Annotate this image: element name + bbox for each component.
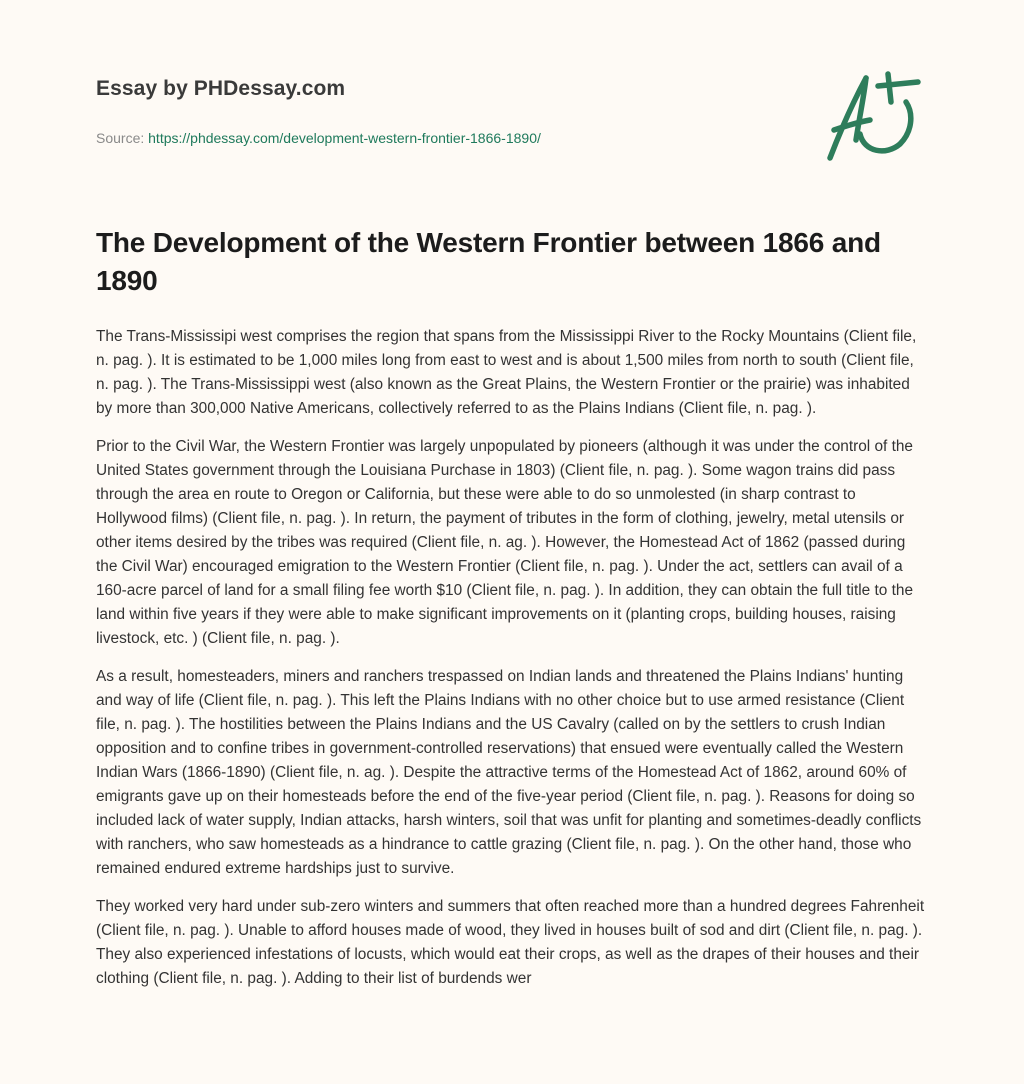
source-link[interactable]: https://phdessay.com/development-western-frontier-1866-1890/: [148, 130, 541, 146]
paragraph: They worked very hard under sub-zero winters and summers that often reached more than a hundred degrees Fahrenheit (Client file, n. pag. ). Unable to afford houses made of wood, they lived in houses built of sod and dirt (Client file, n. pag. ). They also experienced infestations of locusts, which would eat their crops, as well as the drapes of their houses and their clothing (Client file, n. pag. ). Adding to their list of burdends wer: [96, 898, 925, 987]
source-label: Source:: [96, 130, 149, 146]
essay-title: The Development of the Western Frontier between 1866 and 1890: [96, 227, 881, 296]
essay-body: [96, 325, 926, 1005]
paragraph: Prior to the Civil War, the Western Frontier was largely unpopulated by pioneers (although it was under the control of the United States government through the Louisiana Purchase in 1803) (Client file, n. pag. ). Some wagon trains did pass through the area en route to Oregon or California, but these were able to do so unmolested (in sharp contrast to Hollywood films) (Client file, n. pag. ). In return, the payment of tributes in the form of clothing, jewelry, metal utensils or other items desired by the tribes was required (Client file, n. ag. ). However, the Homestead Act of 1862 (passed during the Civil War) encouraged emigration to the Western Frontier (Client file, n. pag. ). Under the act, settlers can avail of a 160-acre parcel of land for a small filing fee worth $10 (Client file, n. pag. ). In addition, they can obtain the full title to the land within five years if they were able to make significant improvements on it (planting crops, building houses, raising livestock, etc. ) (Client file, n. pag. ).: [96, 438, 914, 647]
paragraph: As a result, homesteaders, miners and ranchers trespassed on Indian lands and threatened the Plains Indians' hunting and way of life (Client file, n. pag. ). This left the Plains Indians with no other choice but to use armed resistance (Client file, n. pag. ). The hostilities between the Plains Indians and the US Cavalry (called on by the settlers to crush Indian opposition and to confine tribes in government-controlled reservations) that ensued were eventually called the Western Indian Wars (1866-1890) (Client file, n. ag. ). Despite the attractive terms of the Homestead Act of 1862, around 60% of emigrants gave up on their homesteads before the end of the five-year period (Client file, n. pag. ). Reasons for doing so included lack of water supply, Indian attacks, harsh winters, soil that was unfit for planting and sometimes-deadly conflicts with ranchers, who saw homesteads as a hindrance to cattle grazing (Client file, n. pag. ). On the other hand, those who remained endured extreme hardships just to survive.: [96, 668, 922, 877]
source-line: [96, 128, 796, 148]
essay-header: [96, 74, 796, 148]
a-plus-grade-icon: [820, 62, 932, 166]
paragraph: The Trans-Mississipi west comprises the region that spans from the Mississippi River to the Rocky Mountains (Client file, n. pag. ). It is estimated to be 1,000 miles long from east to west and is about 1,500 miles from north to south (Client file, n. pag. ). The Trans-Mississippi west (also known as the Great Plains, the Western Frontier or the prairie) was inhabited by more than 300,000 Native Americans, collectively referred to as the Plains Indians (Client file, n. pag. ).: [96, 328, 917, 417]
brand-title: Essay by PHDessay.com: [96, 77, 346, 100]
